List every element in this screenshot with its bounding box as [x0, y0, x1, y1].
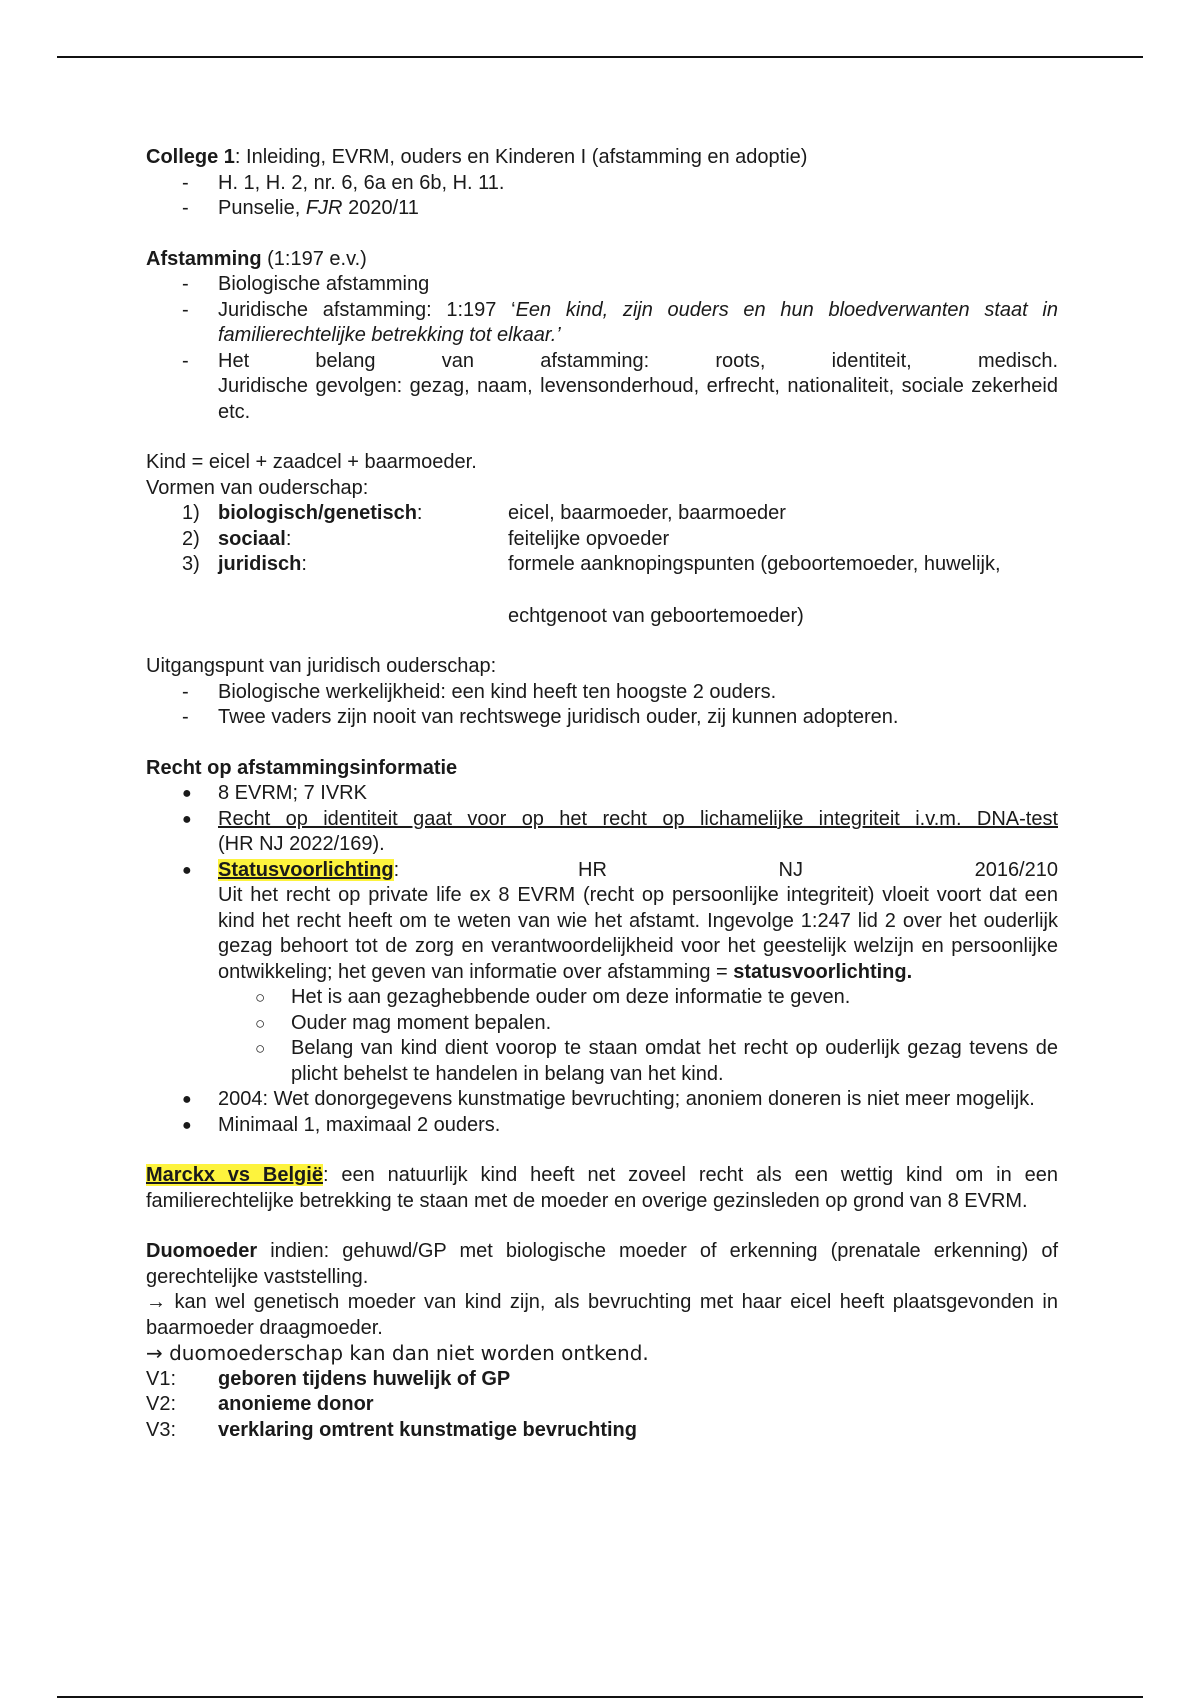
vormen-row: 1) biologisch/genetisch: eicel, baarmoeder, baarmoeder — [182, 502, 786, 524]
list-item: ● Statusvoorlichting: HR NJ 2016/210 Uit het recht op private life ex 8 EVRM (recht op persoonlijke integriteit) vloeit voort dat een kind het recht heeft om te weten van wie het afstamt. Ingevolge 1:247 lid 2 over het ouderlijk gezag behoort tot de zorg en verantwoordelijkheid voor het geestelijk welzijn en persoonlijke ontwikkeling; het geven van informatie over afstamming = statusvoorlichting. — [146, 858, 1058, 986]
list-item: - Punselie, FJR 2020/11 — [182, 197, 419, 219]
recht-heading: Recht op afstammingsinformatie — [146, 756, 458, 779]
vormen-row: 2) sociaal: feitelijke opvoeder — [182, 527, 670, 550]
list-item: - H. 1, H. 2, nr. 6, 6a en 6b, H. 11. — [182, 171, 505, 194]
sub-list-item: ○ Het is aan gezaghebbende ouder om deze informatie te geven. — [255, 986, 851, 1008]
list-item: ● Minimaal 1, maximaal 2 ouders. — [182, 1113, 501, 1136]
list-item: - Het belang van afstamming: roots, identiteit, medisch. Juridische gevolgen: gezag, naam, levensonderhoud, erfrecht, nationaliteit, sociale zekerheid etc. — [182, 349, 1058, 423]
list-item: ● 8 EVRM; 7 IVRK — [182, 782, 367, 804]
sub-list-item: ○ Ouder mag moment bepalen. — [255, 1011, 552, 1034]
kind-formula: Kind = eicel + zaadcel + baarmoeder. — [146, 451, 477, 473]
college-heading: College 1: Inleiding, EVRM, ouders en Kinderen I (afstamming en adoptie) — [146, 146, 808, 168]
duomoeder-arrow-1: → kan wel genetisch moeder van kind zijn, als bevruchting met haar eicel heeft plaatsgevonden in baarmoeder draagmoeder. — [146, 1291, 1058, 1339]
document-body — [146, 145, 1058, 1443]
voorwaarde-row: V3: verklaring omtrent kunstmatige bevruchting — [146, 1418, 637, 1441]
vormen-row: 3) juridisch: formele aanknopingspunten (geboortemoeder, huwelijk, — [182, 553, 1001, 575]
voorwaarde-row: V1: geboren tijdens huwelijk of GP — [146, 1367, 511, 1390]
list-item: ● 2004: Wet donorgegevens kunstmatige bevruchting; anoniem doneren is niet meer mogelijk. — [182, 1088, 1035, 1110]
vormen-heading: Vormen van ouderschap: — [146, 476, 369, 499]
afstamming-heading: Afstamming (1:197 e.v.) — [146, 247, 367, 270]
sub-list-item: ○ Belang van kind dient voorop te staan omdat het recht op ouderlijk gezag tevens de plicht behelst te handelen in belang van het kind. — [255, 1037, 1058, 1085]
duomoeder-paragraph: Duomoeder indien: gehuwd/GP met biologische moeder of erkenning (prenatale erkenning) of gerechtelijke vaststelling. — [146, 1240, 1058, 1288]
voorwaarde-row: V2: anonieme donor — [146, 1393, 374, 1415]
marckx-paragraph: Marckx vs België: een natuurlijk kind heeft net zoveel recht als een wettig kind om in een familierechtelijke betrekking te staan met de moeder en overige gezinsleden op grond van 8 EVRM. — [146, 1164, 1058, 1212]
list-item: - Biologische afstamming — [182, 273, 430, 295]
vormen-row-cont: echtgenoot van geboortemoeder) — [508, 604, 804, 627]
duomoeder-arrow-2: → duomoederschap kan dan niet worden ontkend. — [146, 1341, 649, 1365]
header-rule — [57, 56, 1143, 58]
list-item: - Juridische afstamming: 1:197 ‘Een kind, zijn ouders en hun bloedverwanten staat in familierechtelijke betrekking tot elkaar.’ — [182, 298, 1058, 346]
footer-rule — [57, 1696, 1143, 1698]
statusvoorlichting-line: Statusvoorlichting: HR NJ 2016/210 — [218, 858, 1058, 881]
uitgangspunt-heading: Uitgangspunt van juridisch ouderschap: — [146, 655, 497, 677]
list-item: - Biologische werkelijkheid: een kind heeft ten hoogste 2 ouders. — [182, 680, 777, 703]
list-item: ● Recht op identiteit gaat voor op het recht op lichamelijke integriteit i.v.m. DNA-test (HR NJ 2022/169). — [182, 807, 1058, 855]
list-item: - Twee vaders zijn nooit van rechtswege juridisch ouder, zij kunnen adopteren. — [182, 706, 899, 728]
statusvoorlichting-body: Uit het recht op private life ex 8 EVRM (recht op persoonlijke integriteit) vloeit voort dat een kind het recht heeft om te weten van wie het afstamt. Ingevolge 1:247 lid 2 over het ouderlijk gezag behoort tot de zorg en verantwoordelijkheid voor het geestelijk welzijn en persoonlijke ontwikkeling; het geven van informatie over afstamming = statusvoorlichting. — [218, 884, 1058, 983]
